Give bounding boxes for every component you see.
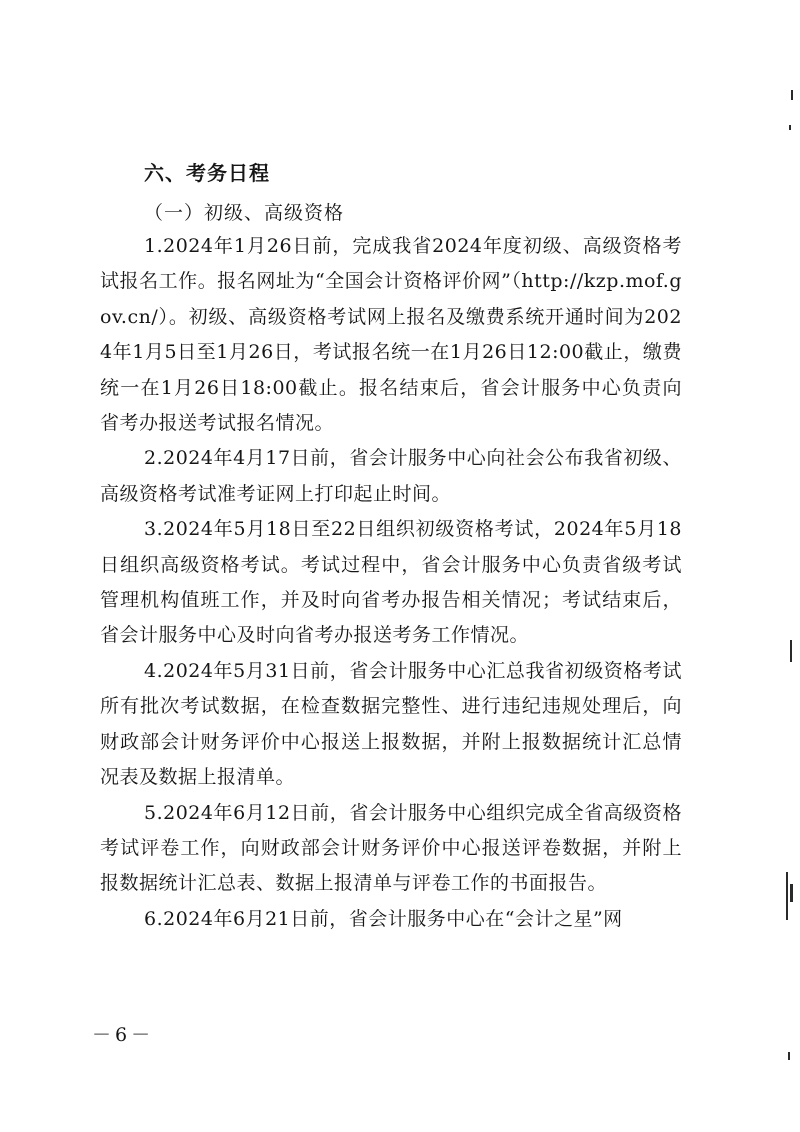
scan-edge-mark (790, 884, 793, 902)
scan-edge-mark (788, 1052, 790, 1060)
scan-edge-mark (786, 872, 788, 920)
section-heading: 六、考务日程 (144, 161, 270, 185)
scan-edge-mark (789, 125, 791, 130)
paragraph-item-3: 3.2024年5月18日至22日组织初级资格考试，2024年5月18日组织高级资格考试。考试过程中，省会计服务中心负责省级考试管理机构值班工作，并及时向省考办报告相关情况；考试结束后，省会计服务中心及时向省考办报送考务工作情况。 (100, 518, 682, 647)
paragraph-item-1: 1.2024年1月26日前，完成我省2024年度初级、高级资格考试报名工作。报名网址为“全国会计资格评价网”（http://kzp.mof.gov.cn/）。初级、高级资格考试网上报名及缴费系统开通时间为2024年1月5日至1月26日，考试报名统一在1月26日12:00截止，缴费统一在1月26日18:00截止。报名结束后，省会计服务中心负责向省考办报送考试报名情况。 (100, 235, 682, 435)
paragraph-item-4: 4.2024年5月31日前，省会计服务中心汇总我省初级资格考试所有批次考试数据，在检查数据完整性、进行违纪违规处理后，向财政部会计财务评价中心报送上报数据，并附上报数据统计汇总情况表及数据上报清单。 (100, 659, 682, 789)
paragraph-item-6: 6.2024年6月21日前，省会计服务中心在“会计之星”网 (144, 907, 623, 930)
body-text (100, 229, 682, 937)
subsection-heading: （一）初级、高级资格 (144, 202, 345, 224)
page-number: －6－ (92, 1024, 155, 1046)
scan-edge-mark (791, 90, 793, 100)
scan-edge-mark (790, 640, 792, 662)
paragraph-item-5: 5.2024年6月12日前，省会计服务中心组织完成全省高级资格考试评卷工作，向财政部会计财务评价中心报送评卷数据，并附上报数据统计汇总表、数据上报清单与评卷工作的书面报告。 (100, 801, 682, 895)
paragraph-item-2: 2.2024年4月17日前，省会计服务中心向社会公布我省初级、高级资格考试准考证网上打印起止时间。 (100, 447, 682, 505)
